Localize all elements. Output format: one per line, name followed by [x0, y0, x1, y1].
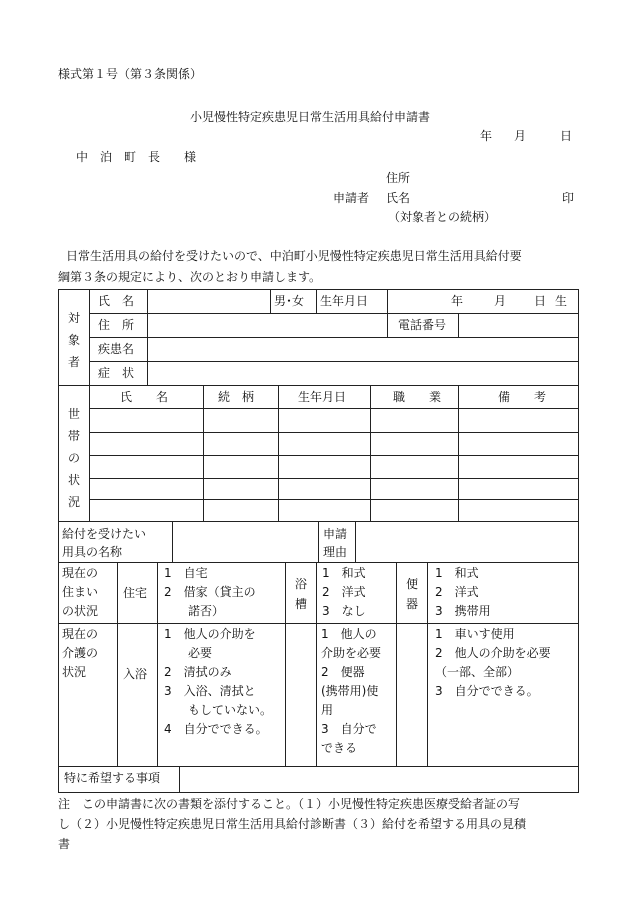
bathing-option: 2 清拭のみ	[164, 665, 232, 679]
household-header-relation: 続 柄	[218, 390, 255, 404]
household-section-char: 帯	[67, 429, 80, 443]
wheelchair-option: 3 自分でできる。	[435, 684, 539, 698]
seal-label: 印	[562, 191, 575, 205]
note-line-2: し（２）小児慢性特定疾患児日常生活用具給付診断書（３）給付を希望する用具の見積	[58, 817, 527, 831]
housing-option: 1 自宅	[164, 566, 208, 580]
housing-option: 2 借家（貸主の	[164, 585, 256, 599]
care-toilet-option: できる	[321, 741, 358, 755]
note-line-3: 書	[58, 837, 71, 851]
living-label-line: の状況	[62, 604, 99, 618]
bath-label-char: 槽	[294, 597, 307, 611]
bathing-option: 1 他人の介助を	[164, 627, 256, 641]
subject-name-label: 氏 名	[98, 294, 135, 308]
bathing-option: 必要	[164, 646, 213, 660]
subject-sex-label: 男･女	[274, 294, 305, 308]
living-label	[62, 564, 98, 621]
date-day-label: 日	[560, 129, 573, 143]
equipment-item-label: 給付を受けたい	[62, 527, 147, 541]
intro-line-2: 綱第３条の規定により、次のとおり申請します。	[58, 270, 322, 284]
care-label-line: 状況	[62, 665, 87, 679]
bathing-option: 4 自分でできる。	[164, 722, 268, 736]
relation-note: （対象者との続柄）	[388, 210, 497, 224]
household-section-char: 況	[67, 495, 80, 509]
bathing-option: もしていない。	[164, 703, 273, 717]
care-toilet-option: 3 自分で	[321, 722, 377, 736]
subject-section-char: 象	[67, 333, 80, 347]
bath-option: 2 洋式	[322, 585, 366, 599]
bath-label-char: 浴	[294, 577, 307, 591]
subject-symptom-label: 症 状	[98, 366, 135, 380]
note-line-1: 注 この申請書に次の書類を添付すること。（１）小児慢性特定疾患医療受給者証の写	[58, 797, 521, 811]
subject-phone-label: 電話番号	[398, 318, 447, 332]
household-section-char: の	[67, 451, 80, 465]
living-label-line: 住まい	[62, 585, 99, 599]
equipment-reason-label: 申請	[323, 527, 348, 541]
care-toilet-option: 介助を必要	[321, 646, 382, 660]
care-label-line: 現在の	[62, 627, 99, 641]
wheelchair-option: 1 車いす使用	[435, 627, 515, 641]
household-section-char: 状	[67, 473, 80, 487]
bath-option: 3 なし	[322, 604, 366, 618]
care-toilet-option: 1 他人の	[321, 627, 377, 641]
household-header-name: 氏 名	[120, 390, 169, 404]
form-number: 様式第１号（第３条関係）	[58, 67, 203, 81]
addressee: 中 泊 町 長 様	[76, 150, 197, 164]
applicant-address-label: 住所	[386, 171, 411, 185]
household-header-remarks: 備 考	[498, 390, 547, 404]
subject-birth-day: 日生	[534, 294, 577, 308]
housing-options	[164, 564, 256, 621]
applicant-name-label: 氏名	[386, 191, 411, 205]
household-header-birth: 生年月日	[298, 390, 347, 404]
care-label	[62, 625, 98, 682]
date-year-label: 年	[480, 129, 493, 143]
equipment-item-label-2: 用具の名称	[62, 545, 123, 559]
household-section-char: 世	[67, 407, 80, 421]
housing-label: 住宅	[123, 586, 148, 600]
special-request-label: 特に希望する事項	[64, 771, 161, 785]
toilet-option: 3 携帯用	[435, 604, 491, 618]
household-header-job: 職 業	[393, 390, 442, 404]
toilet-label-char: 便	[405, 577, 418, 591]
housing-option: 諾否）	[164, 604, 225, 618]
toilet-label-char: 器	[405, 597, 418, 611]
subject-address-label: 住 所	[98, 318, 135, 332]
care-toilet-option: (携帯用)使	[321, 684, 379, 698]
toilet-option: 1 和式	[435, 566, 479, 580]
care-label-line: 介護の	[62, 646, 99, 660]
care-toilet-option: 2 便器	[321, 665, 365, 679]
equipment-reason-label-2: 理由	[323, 545, 348, 559]
bath-options	[322, 564, 366, 621]
wheelchair-option: （一部、全部）	[435, 665, 520, 679]
subject-disease-label: 疾患名	[98, 342, 135, 356]
wheelchair-option: 2 他人の介助を必要	[435, 646, 551, 660]
toilet-options	[435, 564, 491, 621]
bathing-option: 3 入浴、清拭と	[164, 684, 256, 698]
subject-birth-month: 月	[494, 294, 507, 308]
living-label-line: 現在の	[62, 566, 99, 580]
subject-birth-year: 年	[451, 294, 464, 308]
page-title: 小児慢性特定疾患児日常生活用具給付申請書	[190, 110, 431, 124]
care-toilet-options	[321, 625, 381, 758]
bath-option: 1 和式	[322, 566, 366, 580]
subject-section-char: 者	[67, 355, 80, 369]
applicant-label: 申請者	[333, 191, 370, 205]
intro-line-1: 日常生活用具の給付を受けたいので、中泊町小児慢性特定疾患児日常生活用具給付要	[66, 249, 522, 263]
subject-section-char: 対	[67, 311, 80, 325]
bathing-options	[164, 625, 272, 739]
wheelchair-options	[435, 625, 551, 701]
bathing-label: 入浴	[123, 667, 148, 681]
care-toilet-option: 用	[321, 703, 334, 717]
toilet-option: 2 洋式	[435, 585, 479, 599]
subject-birth-label: 生年月日	[320, 294, 369, 308]
date-month-label: 月	[514, 129, 527, 143]
